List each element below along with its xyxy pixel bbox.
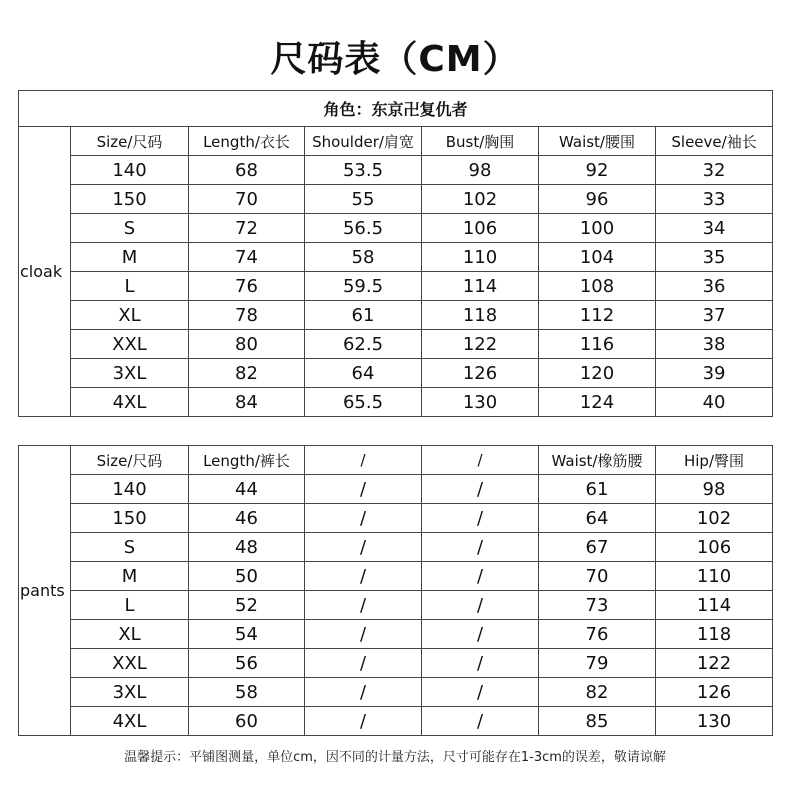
cloak-table-cell: 98 [422, 156, 539, 185]
pants-table-cell: 52 [189, 591, 305, 620]
cloak-table-cell: 35 [656, 243, 773, 272]
pants-table-cell: / [305, 562, 422, 591]
pants-column-header: / [305, 446, 422, 475]
cloak-table-cell: 68 [189, 156, 305, 185]
cloak-table-cell: 150 [71, 185, 189, 214]
pants-column-header: Hip/臀围 [656, 446, 773, 475]
pants-table-cell: 150 [71, 504, 189, 533]
pants-table-cell: / [305, 649, 422, 678]
pants-table-row [19, 649, 773, 678]
cloak-column-header: Shoulder/肩宽 [305, 127, 422, 156]
cloak-table-cell: 53.5 [305, 156, 422, 185]
pants-table-cell: / [422, 562, 539, 591]
pants-table-cell: L [71, 591, 189, 620]
cloak-table-cell: 102 [422, 185, 539, 214]
cloak-table-cell: 56.5 [305, 214, 422, 243]
pants-table-cell: 122 [656, 649, 773, 678]
cloak-table-cell: 59.5 [305, 272, 422, 301]
pants-table-cell: S [71, 533, 189, 562]
pants-table-cell: 98 [656, 475, 773, 504]
cloak-table-cell: 4XL [71, 388, 189, 417]
cloak-table-cell: 39 [656, 359, 773, 388]
pants-table-cell: 73 [539, 591, 656, 620]
cloak-table-cell: 126 [422, 359, 539, 388]
pants-table-row [19, 707, 773, 736]
pants-table-cell: / [422, 504, 539, 533]
pants-table-cell: / [305, 504, 422, 533]
pants-table-cell: 56 [189, 649, 305, 678]
pants-table-cell: 106 [656, 533, 773, 562]
measurement-note: 温馨提示：平铺图测量，单位cm，因不同的计量方法，尺寸可能存在1-3cm的误差，敬请谅解 [124, 750, 666, 765]
cloak-table-cell: 116 [539, 330, 656, 359]
cloak-table-cell: 118 [422, 301, 539, 330]
cloak-table-cell: 80 [189, 330, 305, 359]
cloak-table-cell: 82 [189, 359, 305, 388]
pants-table-cell: 110 [656, 562, 773, 591]
cloak-column-header: Sleeve/袖长 [656, 127, 773, 156]
pants-table-cell: / [422, 475, 539, 504]
cloak-table-cell: 84 [189, 388, 305, 417]
cloak-table-cell: 100 [539, 214, 656, 243]
cloak-table-cell: 38 [656, 330, 773, 359]
cloak-table-cell: 40 [656, 388, 773, 417]
cloak-table-cell: 104 [539, 243, 656, 272]
pants-table-cell: / [305, 475, 422, 504]
pants-table-cell: / [305, 707, 422, 736]
role-title: 角色：东京卍复仇者 [19, 91, 773, 127]
pants-table-cell: 85 [539, 707, 656, 736]
page-title: 尺码表（CM） [270, 39, 520, 80]
pants-table-cell: / [422, 591, 539, 620]
pants-table-cell: / [422, 533, 539, 562]
pants-table-cell: 54 [189, 620, 305, 649]
pants-table-cell: XL [71, 620, 189, 649]
cloak-table-cell: 33 [656, 185, 773, 214]
cloak-table-cell: 130 [422, 388, 539, 417]
pants-table-row [19, 562, 773, 591]
pants-table-cell: M [71, 562, 189, 591]
cloak-column-header: Waist/腰围 [539, 127, 656, 156]
pants-table-cell: 64 [539, 504, 656, 533]
pants-column-header: Length/裤长 [189, 446, 305, 475]
pants-table-cell: / [305, 678, 422, 707]
cloak-table-cell: M [71, 243, 189, 272]
pants-table-cell: 58 [189, 678, 305, 707]
cloak-table-cell: 108 [539, 272, 656, 301]
cloak-table-cell: 36 [656, 272, 773, 301]
cloak-table-cell: 65.5 [305, 388, 422, 417]
pants-table-cell: 102 [656, 504, 773, 533]
pants-table-cell: / [305, 533, 422, 562]
cloak-table-cell: 58 [305, 243, 422, 272]
cloak-table-cell: 114 [422, 272, 539, 301]
cloak-section-label: cloak [19, 127, 71, 417]
pants-section-label: pants [19, 446, 71, 736]
pants-table-cell: 114 [656, 591, 773, 620]
cloak-table-cell: 34 [656, 214, 773, 243]
cloak-size-table [18, 90, 773, 417]
pants-column-header: Size/尺码 [71, 446, 189, 475]
cloak-column-header: Bust/胸围 [422, 127, 539, 156]
pants-table-cell: 79 [539, 649, 656, 678]
cloak-table-cell: 112 [539, 301, 656, 330]
pants-table-cell: 50 [189, 562, 305, 591]
cloak-table-row [19, 330, 773, 359]
pants-table-cell: XXL [71, 649, 189, 678]
pants-table-cell: 67 [539, 533, 656, 562]
pants-table-cell: 118 [656, 620, 773, 649]
cloak-column-header: Length/衣长 [189, 127, 305, 156]
cloak-table-cell: S [71, 214, 189, 243]
pants-column-header: / [422, 446, 539, 475]
pants-table-cell: 140 [71, 475, 189, 504]
cloak-table-cell: 32 [656, 156, 773, 185]
cloak-table-cell: 61 [305, 301, 422, 330]
cloak-table-row [19, 156, 773, 185]
cloak-table-row [19, 185, 773, 214]
pants-table-row [19, 591, 773, 620]
pants-table-cell: 4XL [71, 707, 189, 736]
pants-size-table [18, 445, 773, 736]
pants-table-cell: 3XL [71, 678, 189, 707]
cloak-table-cell: 37 [656, 301, 773, 330]
cloak-table-cell: 76 [189, 272, 305, 301]
pants-column-header: Waist/橡筋腰 [539, 446, 656, 475]
cloak-table-cell: XXL [71, 330, 189, 359]
pants-table-cell: / [422, 649, 539, 678]
cloak-table-cell: 74 [189, 243, 305, 272]
cloak-table-cell: 62.5 [305, 330, 422, 359]
cloak-table-cell: XL [71, 301, 189, 330]
cloak-table-cell: 122 [422, 330, 539, 359]
cloak-column-header: Size/尺码 [71, 127, 189, 156]
pants-table-cell: 130 [656, 707, 773, 736]
pants-table-row [19, 678, 773, 707]
cloak-table-row [19, 272, 773, 301]
cloak-table-row [19, 301, 773, 330]
cloak-table-cell: 120 [539, 359, 656, 388]
cloak-table-cell: 96 [539, 185, 656, 214]
pants-table-cell: 70 [539, 562, 656, 591]
cloak-table-row [19, 388, 773, 417]
cloak-table-cell: 140 [71, 156, 189, 185]
pants-table-row [19, 475, 773, 504]
cloak-table-cell: 72 [189, 214, 305, 243]
pants-table-row [19, 620, 773, 649]
cloak-table-cell: 64 [305, 359, 422, 388]
pants-table-row [19, 533, 773, 562]
pants-table-cell: / [422, 707, 539, 736]
cloak-table-cell: 78 [189, 301, 305, 330]
pants-table-cell: / [305, 591, 422, 620]
pants-table-cell: 48 [189, 533, 305, 562]
pants-table-cell: 76 [539, 620, 656, 649]
cloak-table-cell: 70 [189, 185, 305, 214]
cloak-table-cell: L [71, 272, 189, 301]
pants-table-cell: 82 [539, 678, 656, 707]
cloak-table-cell: 124 [539, 388, 656, 417]
cloak-table-row [19, 359, 773, 388]
pants-table-cell: 60 [189, 707, 305, 736]
pants-table-cell: / [305, 620, 422, 649]
cloak-table-cell: 110 [422, 243, 539, 272]
cloak-table-row [19, 214, 773, 243]
cloak-table-cell: 55 [305, 185, 422, 214]
cloak-table-cell: 3XL [71, 359, 189, 388]
pants-table-cell: / [422, 620, 539, 649]
pants-table-cell: 126 [656, 678, 773, 707]
cloak-table-cell: 92 [539, 156, 656, 185]
pants-table-cell: / [422, 678, 539, 707]
pants-table-cell: 61 [539, 475, 656, 504]
pants-table-cell: 44 [189, 475, 305, 504]
pants-table-cell: 46 [189, 504, 305, 533]
pants-table-row [19, 504, 773, 533]
cloak-table-cell: 106 [422, 214, 539, 243]
cloak-table-row [19, 243, 773, 272]
